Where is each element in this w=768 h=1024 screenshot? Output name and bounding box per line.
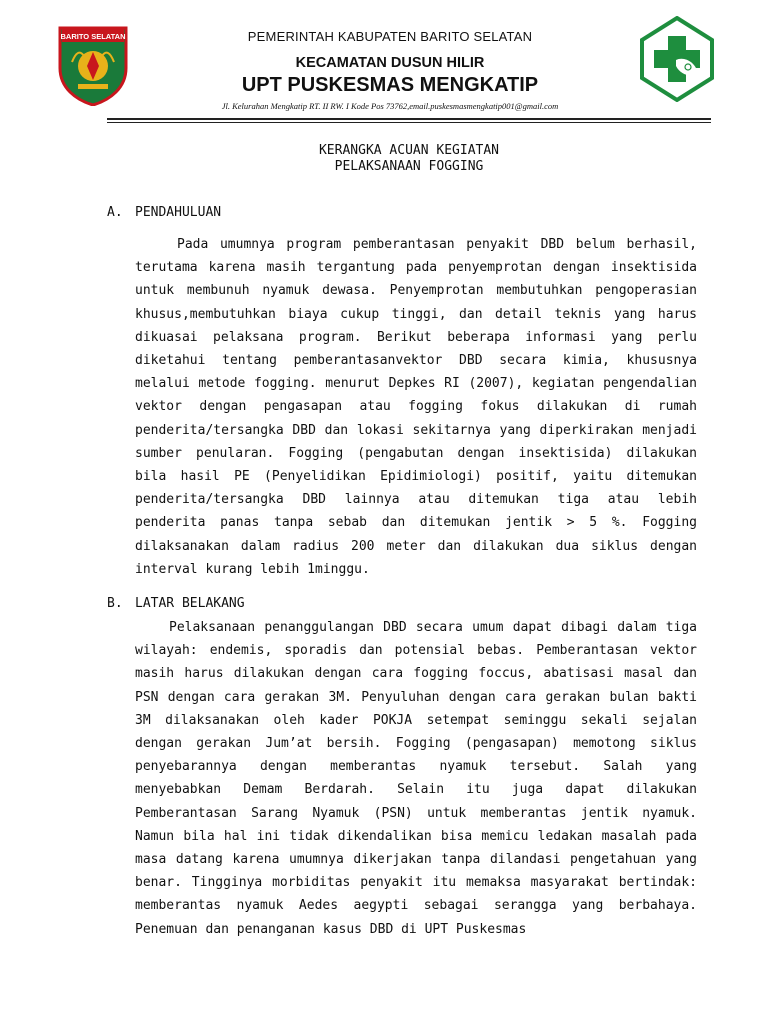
section-heading-b	[107, 596, 245, 611]
section-heading-a	[107, 205, 221, 220]
section-body-a: Pada umumnya program pemberantasan penyakit DBD belum berhasil, terutama karena masih tergantung pada penyemprotan dengan insektisida untuk membunuh nyamuk dewasa. Penyemprotan membutuhkan pengoperasian khusus,membutuhkan biaya cukup tinggi, dan detail teknis yang harus dikuasai pelaksana program. Berikut beberapa informasi yang perlu diketahui tentang pemberantasanvektor DBD secara kimia, khususnya melalui metode fogging. menurut Depkes RI (2007), kegiatan pengendalian vektor dengan pengasapan atau fogging fokus dilakukan di rumah penderita/tersangka DBD dan lokasi sekitarnya yang diperkirakan menjadi sumber penularan. Fogging (pengabutan dengan insektisida) dilakukan bila hasil PE (Penyelidikan Epidimiologi) positif, yaitu ditemukan penderita/tersangka DBD lainnya atau ditemukan tiga atau lebih penderita panas tanpa sebab dan ditemukan jentik > 5 %. Fogging dilaksanakan dalam radius 200 meter dan dilakukan dua siklus dengan interval kurang lebih 1minggu.	[135, 237, 697, 577]
institution-address: Jl. Kelurahan Mengkatip RT. II RW. I Kode Pos 73762,email.puskesmasmengkatip001@gmail.com	[221, 101, 559, 111]
puskesmas-logo-icon	[640, 16, 714, 102]
header-rule-thin	[107, 122, 711, 123]
section-title: PENDAHULUAN	[135, 205, 222, 220]
section-label: B.	[107, 596, 123, 611]
institution-name: UPT PUSKESMAS MENGKATIP	[241, 74, 539, 96]
government-name: PEMERINTAH KABUPATEN BARITO SELATAN	[247, 29, 533, 44]
section-body-b: Pelaksanaan penanggulangan DBD secara umum dapat dibagi dalam tiga wilayah: endemis, sporadis dan potensial bebas. Pemberantasan vektor masih harus dilakukan dengan cara fogging foccus, abatisasi masal dan PSN dengan cara gerakan 3M. Penyuluhan dengan cara gerakan bulan bakti 3M dilaksanakan oleh kader POKJA setempat seminggu sekali sejalan dengan gerakan Jum’at bersih. Fogging (pengasapan) memotong siklus penyebarannya dengan memberantas nyamuk tersebut. Salah yang menyebabkan Demam Berdarah. Selain itu juga dapat dilakukan Pemberantasan Sarang Nyamuk (PSN) untuk memberantas jentik nyamuk. Namun bila hal ini tidak dikendalikan bisa memicu ledakan masalah pada masa datang karena umumnya dikerjakan tanpa dilandasi pengetahuan yang benar. Tingginya morbiditas penyakit itu memaksa masyarakat bertindak: memberantas nyamuk Aedes aegypti sebagai serangga yang berbahaya. Penemuan dan penanganan kasus DBD di UPT Puskesmas	[135, 620, 697, 937]
letterhead	[0, 0, 768, 125]
barito-selatan-emblem-icon	[54, 22, 132, 106]
emblem-text: BARITO SELATAN	[60, 32, 126, 41]
section-title: LATAR BELAKANG	[135, 596, 245, 611]
header-rule-thick	[107, 118, 711, 120]
section-label: A.	[107, 205, 123, 220]
document-title: KERANGKA ACUAN KEGIATAN	[318, 143, 499, 158]
document-subtitle: PELAKSANAAN FOGGING	[334, 159, 484, 174]
district-name: KECAMATAN DUSUN HILIR	[295, 55, 485, 71]
